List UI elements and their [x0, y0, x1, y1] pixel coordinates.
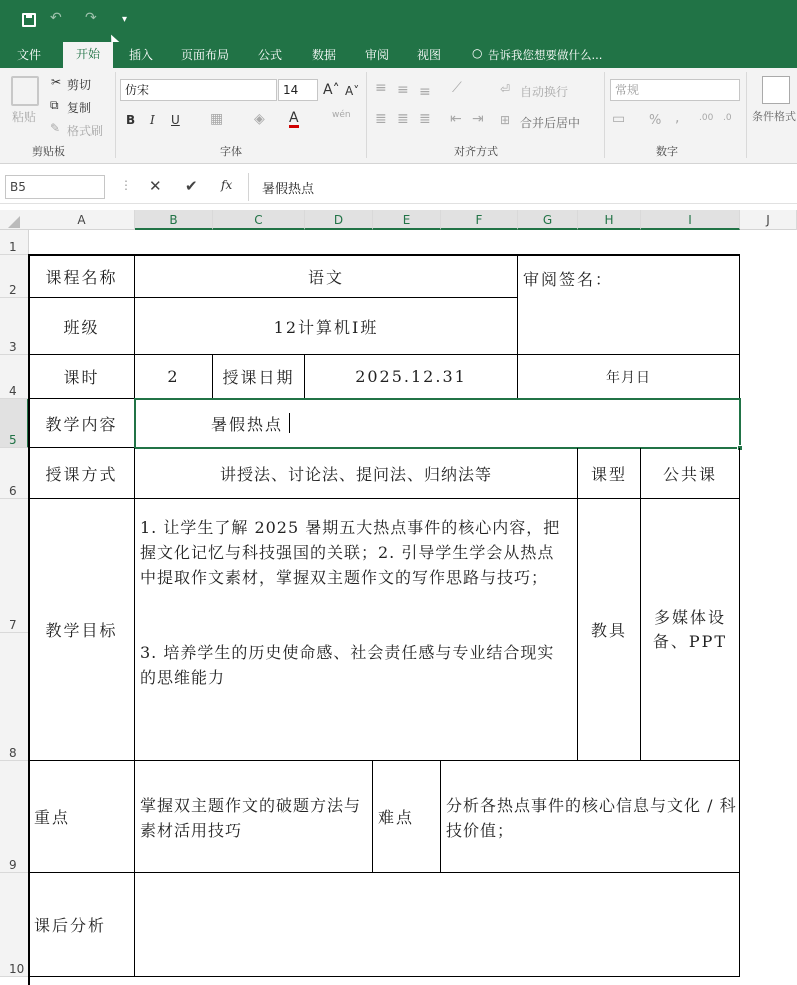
- paste-icon[interactable]: [11, 76, 39, 106]
- row-header[interactable]: 7: [0, 499, 29, 633]
- cell-tool[interactable]: 多媒体设备、PPT: [641, 499, 740, 761]
- formula-input[interactable]: 暑假热点: [262, 182, 315, 197]
- cell-key-label[interactable]: 重点: [29, 761, 135, 873]
- column-header[interactable]: B: [135, 210, 213, 230]
- fill-color-icon[interactable]: ◈: [254, 111, 265, 127]
- column-header[interactable]: F: [441, 210, 518, 230]
- row-header[interactable]: 6: [0, 448, 29, 499]
- row-header[interactable]: 4: [0, 355, 29, 399]
- group-alignment-label: 对齐方式: [454, 145, 498, 158]
- row-header[interactable]: 10: [0, 873, 29, 977]
- align-right-icon[interactable]: ≣: [419, 111, 431, 127]
- cell-content[interactable]: 暑假热点: [135, 399, 740, 448]
- row-header[interactable]: 5: [0, 399, 29, 448]
- ribbon-tabs: [0, 42, 797, 68]
- formula-separator: [248, 173, 249, 201]
- cell-goal-label[interactable]: 教学目标: [29, 499, 135, 761]
- insert-function-button[interactable]: fx: [221, 178, 233, 192]
- cell-ymd[interactable]: 年月日: [518, 355, 740, 399]
- column-header[interactable]: C: [213, 210, 305, 230]
- customize-qat-icon[interactable]: ▾: [122, 14, 128, 25]
- wrap-text-button[interactable]: 自动换行: [520, 85, 569, 99]
- align-left-icon[interactable]: ≣: [375, 111, 387, 127]
- column-header[interactable]: G: [518, 210, 578, 230]
- undo-icon[interactable]: ↶: [50, 10, 62, 26]
- row-header[interactable]: 9: [0, 761, 29, 873]
- font-color-icon[interactable]: A: [289, 110, 299, 126]
- column-header[interactable]: H: [578, 210, 641, 230]
- column-header[interactable]: I: [641, 210, 740, 230]
- increase-indent-icon[interactable]: ⇥: [472, 111, 484, 127]
- align-center-icon[interactable]: ≣: [397, 111, 409, 127]
- merge-icon[interactable]: ⊞: [500, 113, 511, 127]
- increase-decimal-icon[interactable]: .00: [699, 113, 714, 123]
- active-cell-selection: [134, 398, 741, 449]
- ribbon-separator: [604, 72, 605, 158]
- tab-page-layout[interactable]: 页面布局: [181, 48, 230, 62]
- cell-goal[interactable]: [135, 499, 578, 761]
- cell-date-label[interactable]: 授课日期: [213, 355, 305, 399]
- conditional-format-button[interactable]: 条件格式: [752, 110, 796, 123]
- cell-method[interactable]: 讲授法、讨论法、提问法、归纳法等: [135, 448, 578, 499]
- paste-button[interactable]: 粘贴: [12, 110, 37, 124]
- currency-icon[interactable]: ▭: [612, 111, 626, 127]
- cell-content-label[interactable]: 教学内容: [29, 399, 135, 448]
- save-icon[interactable]: [22, 13, 36, 27]
- percent-button[interactable]: %: [649, 113, 662, 128]
- border-icon[interactable]: ▦: [210, 111, 224, 127]
- decrease-indent-icon[interactable]: ⇤: [450, 111, 462, 127]
- cell-after-label[interactable]: 课后分析: [29, 873, 135, 977]
- conditional-format-icon[interactable]: [762, 76, 790, 104]
- wrap-icon[interactable]: ⏎: [500, 82, 511, 96]
- cancel-icon[interactable]: ✕: [149, 177, 162, 195]
- font-name-select[interactable]: 仿宋: [120, 79, 277, 101]
- column-header[interactable]: J: [740, 210, 797, 230]
- bold-button[interactable]: B: [126, 113, 136, 127]
- align-top-icon[interactable]: ≡: [375, 80, 387, 96]
- cut-button[interactable]: 剪切: [67, 78, 92, 92]
- tab-data[interactable]: 数据: [312, 48, 337, 62]
- ribbon-separator: [366, 72, 367, 158]
- number-format-select[interactable]: 常规: [610, 79, 740, 101]
- goal-paragraph-3: 3. 培养学生的历史使命感、社会责任感与专业结合现实的思维能力: [140, 643, 555, 687]
- ribbon-separator: [115, 72, 116, 158]
- phonetic-icon[interactable]: wén: [332, 110, 351, 120]
- cell-course-label[interactable]: 课程名称: [29, 255, 135, 298]
- formula-bar-grip-icon: ⋮: [120, 178, 132, 192]
- comma-button[interactable]: ,: [675, 110, 680, 126]
- align-middle-icon[interactable]: ≡: [397, 82, 409, 98]
- redo-icon[interactable]: ↷: [85, 10, 97, 26]
- column-header[interactable]: E: [373, 210, 441, 230]
- lightbulb-icon: ○: [472, 46, 483, 60]
- copy-button[interactable]: 复制: [67, 101, 92, 115]
- tab-file[interactable]: 文件: [17, 48, 42, 62]
- decrease-font-icon[interactable]: A˅: [345, 84, 360, 98]
- cell-diff[interactable]: 分析各热点事件的核心信息与文化 / 科技价值；: [441, 761, 740, 873]
- decrease-decimal-icon[interactable]: .0: [723, 113, 732, 123]
- row-header[interactable]: 8: [0, 633, 29, 761]
- cell-type[interactable]: 公共课: [641, 448, 740, 499]
- row-header[interactable]: 3: [0, 298, 29, 355]
- group-number-label: 数字: [656, 145, 678, 158]
- cell-class-label[interactable]: 班级: [29, 298, 135, 355]
- brush-icon[interactable]: ✎: [50, 121, 61, 135]
- group-clipboard-label: 剪贴板: [32, 145, 65, 158]
- tell-me-search[interactable]: 告诉我您想要做什么...: [488, 48, 603, 62]
- format-painter-button[interactable]: 格式刷: [67, 124, 104, 138]
- scissors-icon[interactable]: ✂: [51, 75, 62, 89]
- cell-hours-label[interactable]: 课时: [29, 355, 135, 399]
- cell-review-sign[interactable]: 审阅签名：: [518, 255, 740, 355]
- cell-key[interactable]: 掌握双主题作文的破题方法与素材活用技巧: [135, 761, 373, 873]
- row-header[interactable]: 1: [0, 230, 29, 255]
- cell-method-label[interactable]: 授课方式: [29, 448, 135, 499]
- tab-insert[interactable]: 插入: [129, 48, 154, 62]
- name-box[interactable]: B5: [5, 175, 105, 199]
- tab-home[interactable]: 开始: [63, 42, 113, 68]
- cell-date[interactable]: 2025.12.31: [305, 355, 518, 399]
- increase-font-icon[interactable]: A˄: [323, 82, 340, 98]
- align-bottom-icon[interactable]: ≡: [419, 84, 431, 100]
- cell-diff-label[interactable]: 难点: [373, 761, 441, 873]
- tab-view[interactable]: 视图: [417, 48, 442, 62]
- orientation-icon[interactable]: ⟋: [452, 80, 462, 96]
- tab-formulas[interactable]: 公式: [258, 48, 283, 62]
- column-header[interactable]: D: [305, 210, 373, 230]
- cell-after[interactable]: [135, 873, 740, 977]
- enter-icon[interactable]: ✔: [185, 177, 198, 195]
- ribbon-separator: [746, 72, 747, 158]
- cell-hours[interactable]: 2: [135, 355, 213, 399]
- tab-review[interactable]: 审阅: [365, 48, 390, 62]
- cell-type-label[interactable]: 课型: [578, 448, 641, 499]
- select-all-icon[interactable]: [8, 216, 20, 228]
- goal-paragraph-1: 1. 让学生了解 2025 暑期五大热点事件的核心内容，把握文化记忆与科技强国的关联；2. 引导学生学会从热点中提取作文素材，掌握双主题作文的写作思路与技巧；: [140, 518, 561, 587]
- cell-tool-label[interactable]: 教具: [578, 499, 641, 761]
- group-font-label: 字体: [220, 145, 242, 158]
- italic-button[interactable]: I: [150, 113, 155, 127]
- cell-class[interactable]: 12计算机Ⅰ班: [135, 298, 518, 355]
- title-bar: [0, 0, 797, 42]
- row-header[interactable]: 2: [0, 255, 29, 298]
- column-header[interactable]: A: [29, 210, 135, 230]
- cell-course[interactable]: 语文: [135, 255, 518, 298]
- underline-button[interactable]: U: [171, 113, 180, 127]
- merge-center-button[interactable]: 合并后居中: [520, 116, 581, 130]
- copy-icon[interactable]: ⧉: [50, 98, 59, 112]
- font-size-select[interactable]: 14: [278, 79, 318, 101]
